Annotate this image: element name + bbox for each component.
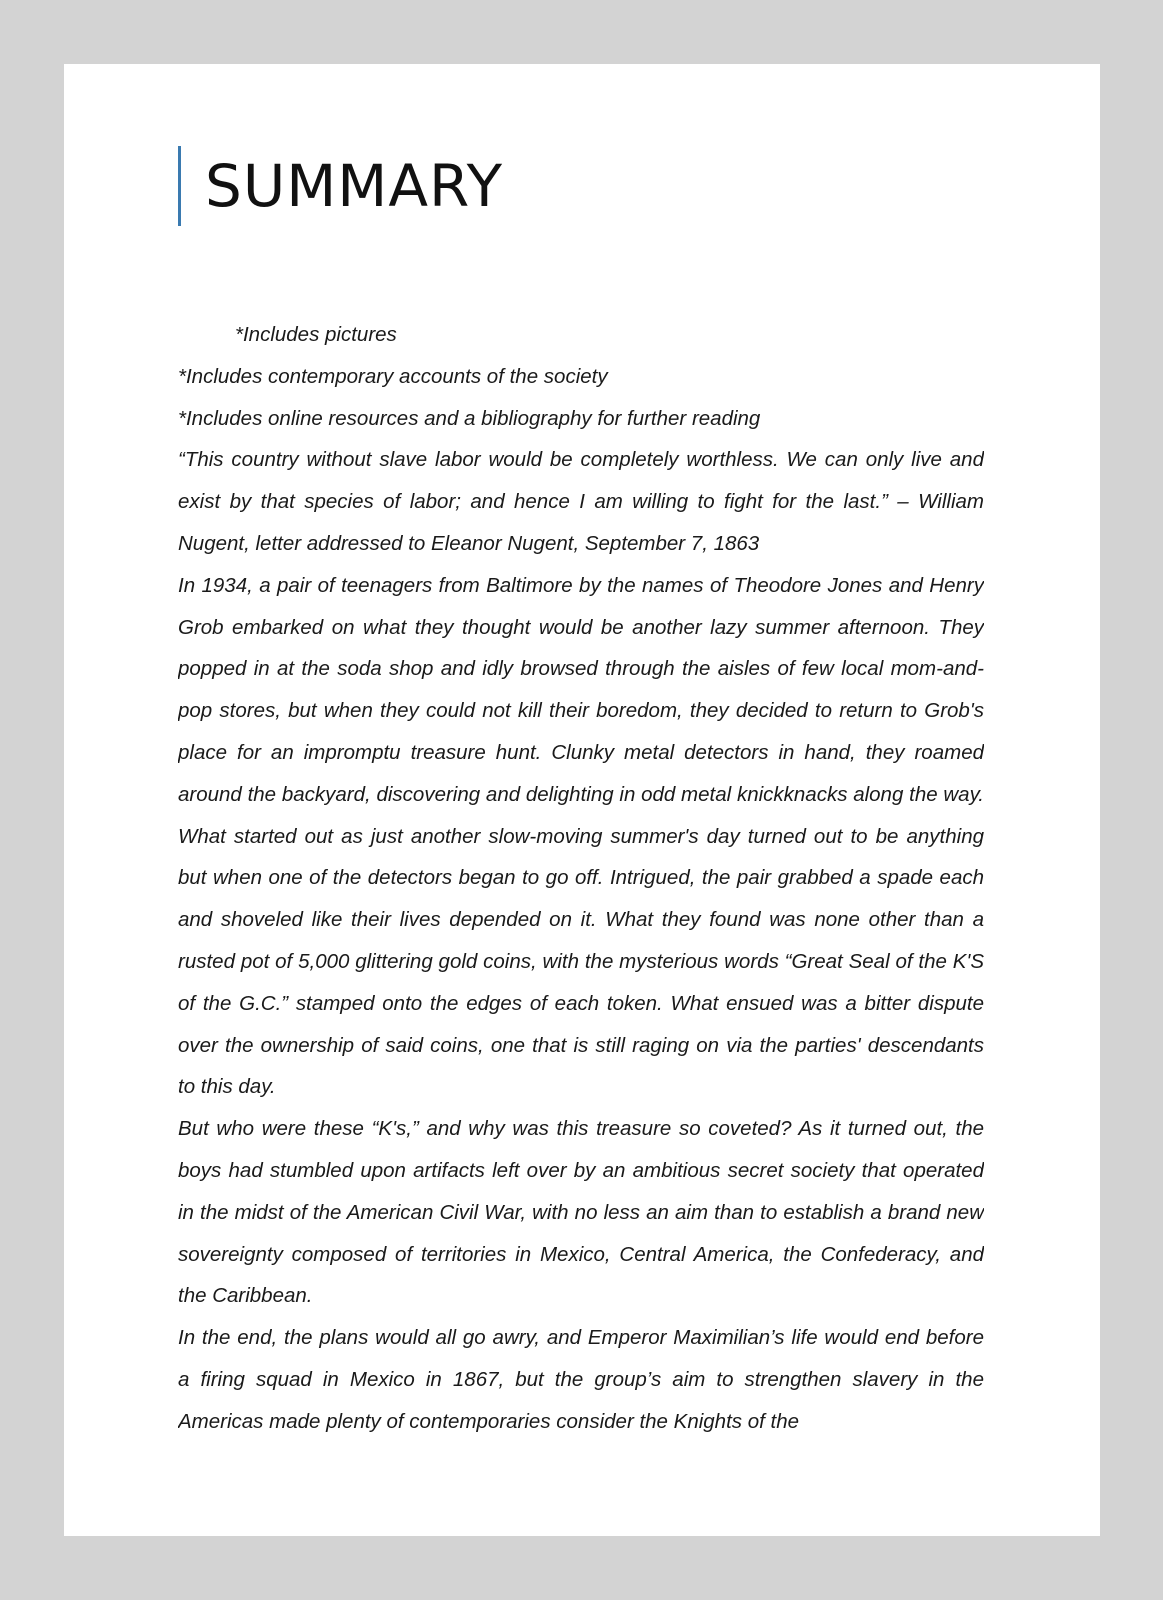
document-page [64, 64, 1100, 1536]
title-block [178, 146, 503, 226]
bullet-accounts: *Includes contemporary accounts of the society [178, 364, 608, 388]
bullet-resources: *Includes online resources and a bibliography for further reading [178, 406, 761, 430]
paragraph-2: But who were these “K's,” and why was this treasure so coveted? As it turned out, the boys had stumbled upon artifacts left over by an ambitious secret society that operated in the midst of the American Civil War, with no less an aim than to establish a brand new sovereignty composed of territories in Mexico, Central America, the Confederacy, and the Caribbean. [178, 1117, 984, 1308]
body-text [178, 314, 984, 1463]
title-accent-bar [178, 146, 181, 226]
epigraph-quote: “This country without slave labor would be completely worthless. We can only live and exist by that species of labor; and hence I am willing to fight for the last.” – William Nugent, letter addressed to Eleanor Nugent, September 7, 1863 [178, 448, 984, 555]
paragraph-3: In the end, the plans would all go awry, and Emperor Maximilian’s life would end before a firing squad in Mexico in 1867, but the group’s aim to strengthen slavery in the Americas made plenty of contemporaries consider the Knights of the [178, 1326, 984, 1433]
page-title: SUMMARY [205, 152, 504, 220]
bullet-pictures: *Includes pictures [235, 323, 397, 346]
paragraph-1: In 1934, a pair of teenagers from Baltimore by the names of Theodore Jones and Henry Grob embarked on what they thought would be another lazy summer afternoon. They popped in at the soda shop and idly browsed through the aisles of few local mom-and-pop stores, but when they could not kill their boredom, they decided to return to Grob's place for an impromptu treasure hunt. Clunky metal detectors in hand, they roamed around the backyard, discovering and delighting in odd metal knickknacks along the way. What started out as just another slow-moving summer's day turned out to be anything but when one of the detectors began to go off. Intrigued, the pair grabbed a spade each and shoveled like their lives depended on it. What they found was none other than a rusted pot of 5,000 glittering gold coins, with the mysterious words “Great Seal of the K'S of the G.C.” stamped onto the edges of each token. What ensued was a bitter dispute over the ownership of said coins, one that is still raging on via the parties' descendants to this day. [178, 573, 984, 1099]
